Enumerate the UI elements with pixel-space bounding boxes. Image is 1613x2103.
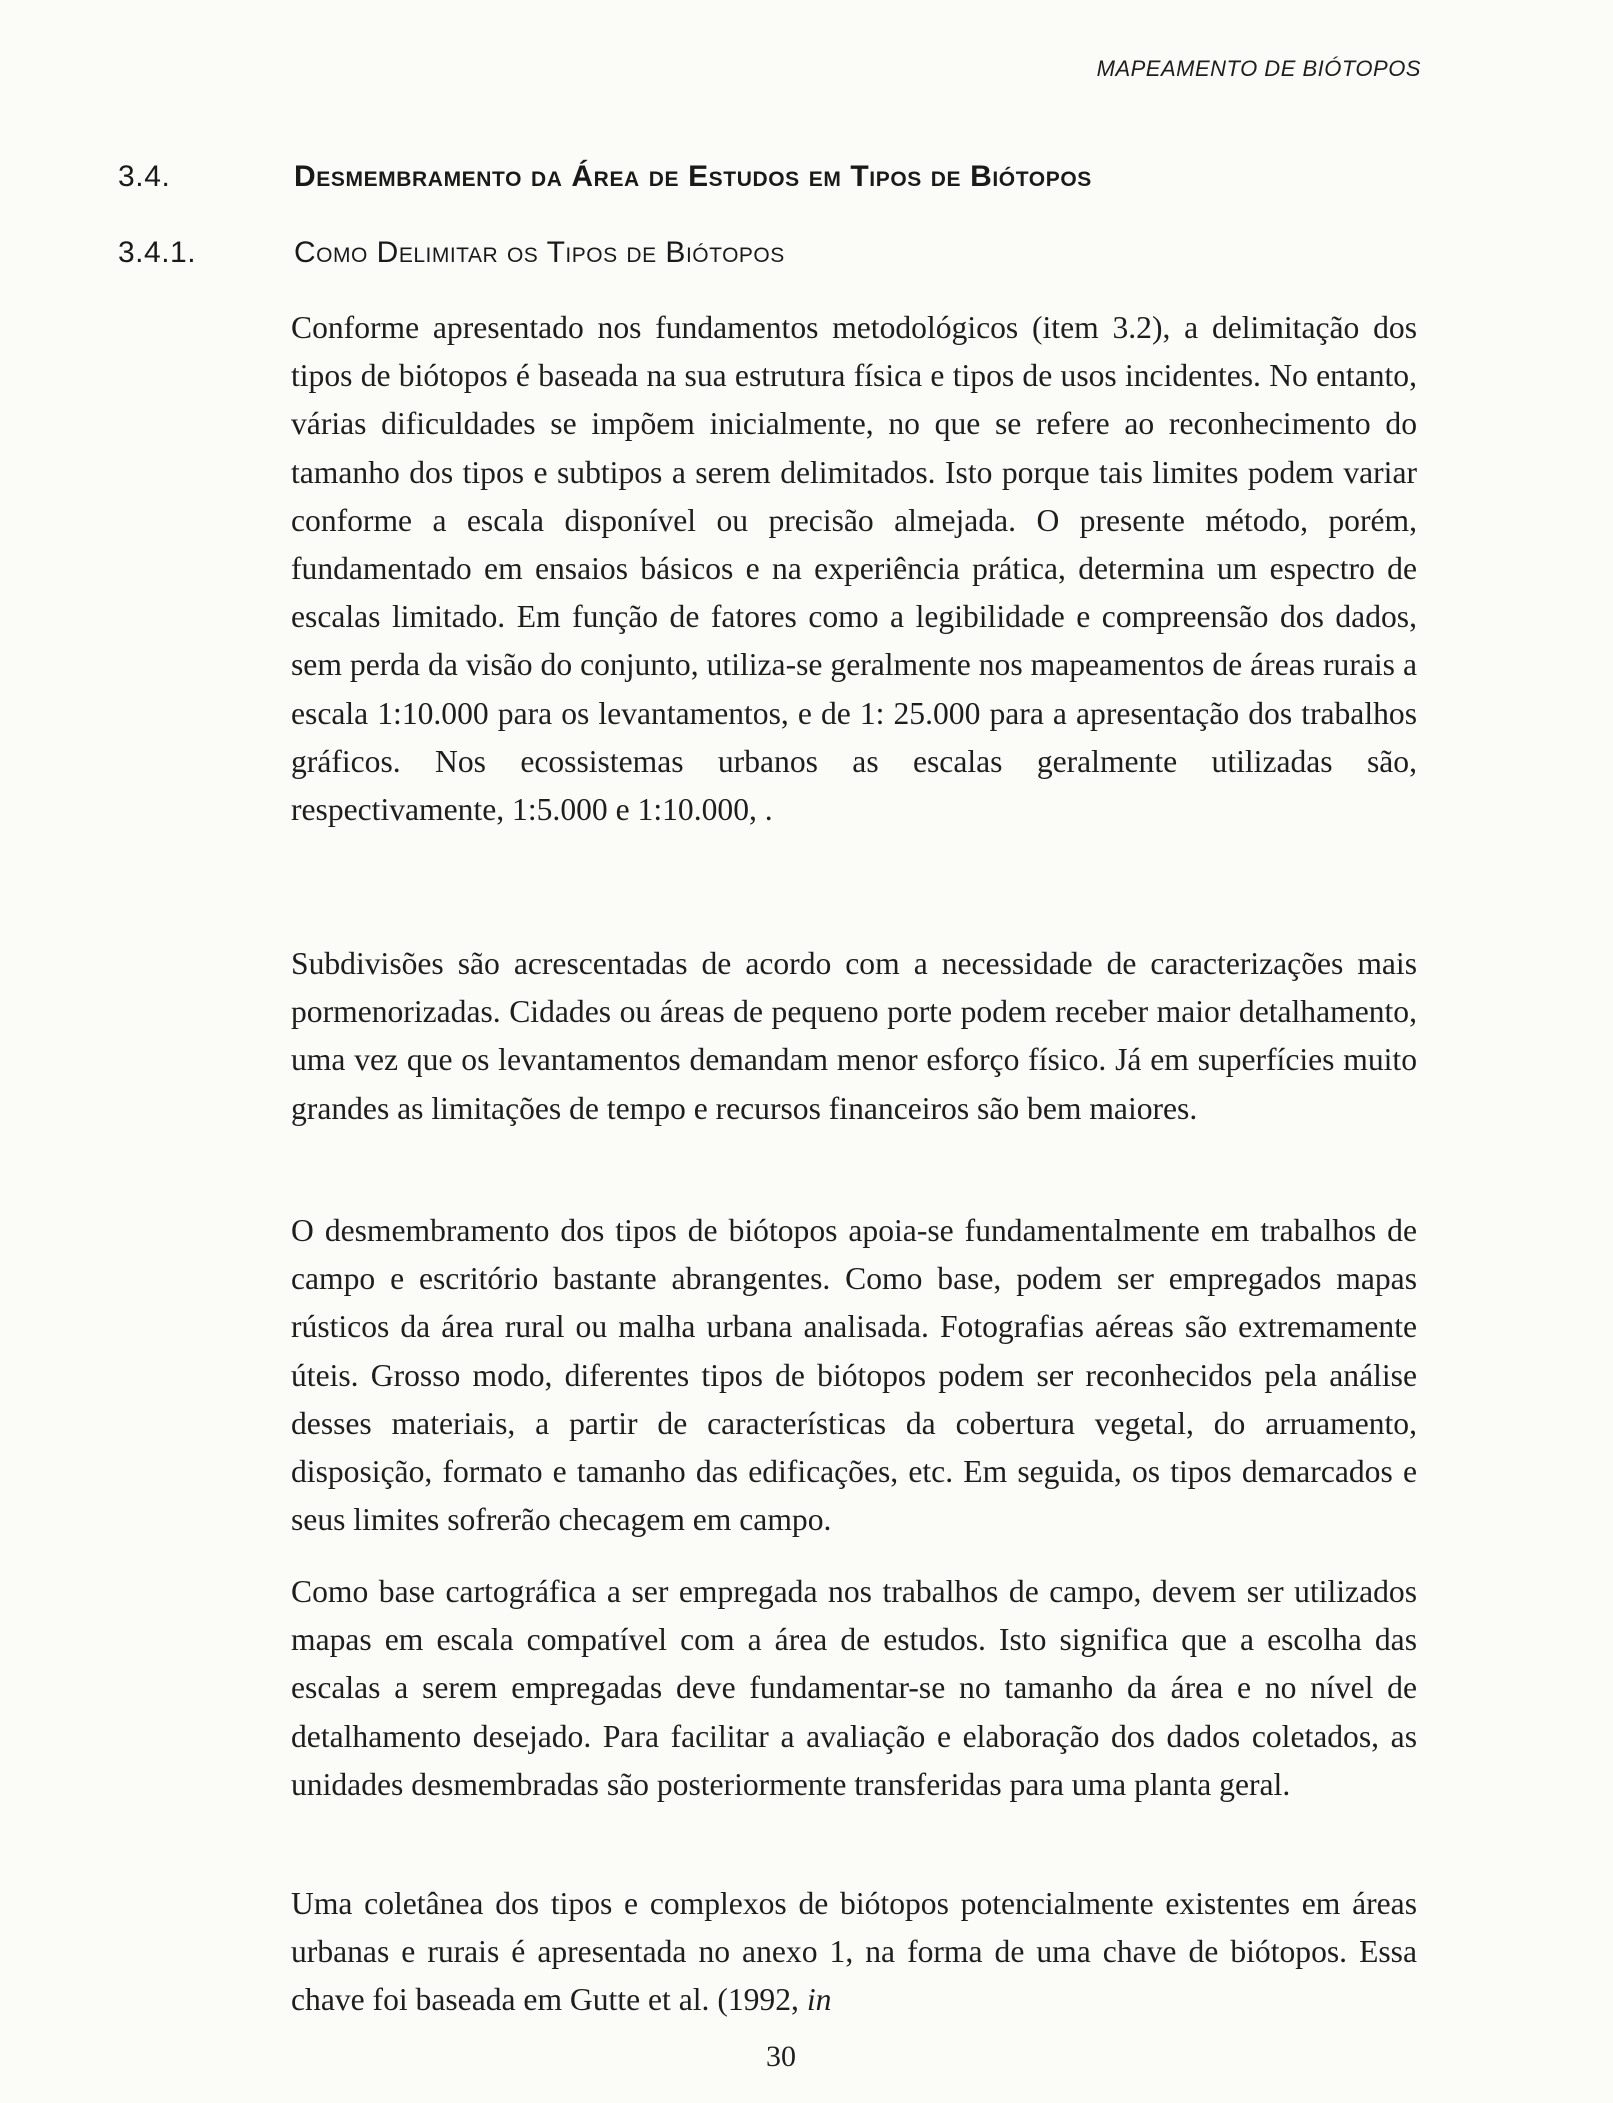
paragraph-cartographic-base: Como base cartográfica a ser empregada nos trabalhos de campo, devem ser utilizados mapas em escala compatível com a área de estudos. Isto significa que a escolha das escalas a serem empregadas deve fundamentar-se no tamanho da área e no nível de detalhamento desejado. Para facilitar a avaliação e elaboração dos dados coletados, as unidades desmembradas são posteriormente transferidas para uma planta geral. <box>291 1574 1417 1802</box>
section-heading-3-4 <box>118 160 1092 194</box>
page-number: 30 <box>766 2040 796 2073</box>
section-title: Desmembramento da Área de Estudos em Tipos de Biótopos <box>294 160 1092 193</box>
paragraph-scales: Conforme apresentado nos fundamentos metodológicos (item 3.2), a delimitação dos tipos de biótopos é baseada na sua estrutura física e tipos de usos incidentes. No entanto, várias dificuldades se impõem inicialmente, no que se refere ao reconhecimento do tamanho dos tipos e subtipos a serem delimitados. Isto porque tais limites podem variar conforme a escala disponível ou precisão almejada. O presente método, porém, fundamentado em ensaios básicos e na experiência prática, determina um espectro de escalas limitado. Em função de fatores como a legibilidade e compreensão dos dados, sem perda da visão do conjunto, utiliza-se geralmente nos mapeamentos de áreas rurais a escala 1:10.000 para os levantamentos, e de 1: 25.000 para a apresentação dos trabalhos gráficos. Nos ecossistemas urbanos as escalas geralmente utilizadas são, respectivamente, 1:5.000 e 1:10.000, . <box>291 310 1417 828</box>
subsection-title: Como Delimitar os Tipos de Biótopos <box>294 236 785 269</box>
section-number: 3.4. <box>118 160 171 193</box>
running-head: MAPEAMENTO DE BIÓTOPOS <box>1096 56 1421 81</box>
subsection-number: 3.4.1. <box>118 236 197 269</box>
paragraph-fieldwork: O desmembramento dos tipos de biótopos apoia-se fundamentalmente em trabalhos de campo e escritório bastante abrangentes. Como base, podem ser empregados mapas rústicos da área rural ou malha urbana analisada. Fotografias aéreas são extremamente úteis. Grosso modo, diferentes tipos de biótopos podem ser reconhecidos pela análise desses materiais, a partir de características da cobertura vegetal, do arruamento, disposição, formato e tamanho das edificações, etc. Em seguida, os tipos demarcados e seus limites sofrerão checagem em campo. <box>291 1213 1417 1538</box>
paragraph-subdivisions: Subdivisões são acrescentadas de acordo com a necessidade de caracterizações mais pormenorizadas. Cidades ou áreas de pequeno porte podem receber maior detalhamento, uma vez que os levantamentos demandam menor esforço físico. Já em superfícies muito grandes as limitações de tempo e recursos financeiros são bem maiores. <box>291 946 1417 1126</box>
paragraph-biotope-key: Uma coletânea dos tipos e complexos de biótopos potencialmente existentes em áreas urbanas e rurais é apresentada no anexo 1, na forma de uma chave de biótopos. Essa chave foi baseada em Gutte et al. (1992, in <box>291 1886 1417 2018</box>
subsection-heading-3-4-1 <box>118 236 785 270</box>
